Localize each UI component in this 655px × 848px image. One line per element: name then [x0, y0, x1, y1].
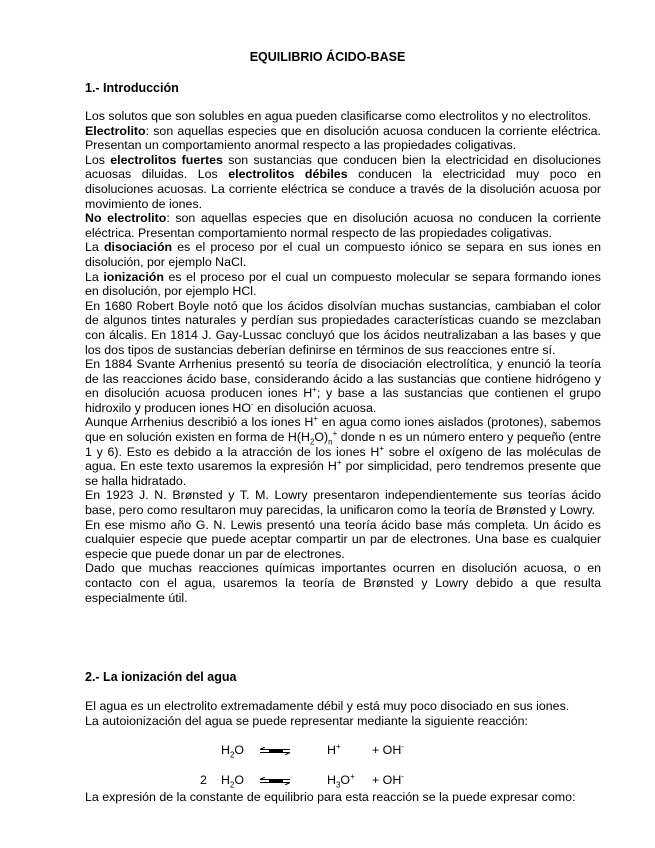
paragraph-constante-equilibrio: La expresión de la constante de equilibrio para esta reacción se la puede expresar como: [85, 790, 576, 804]
eq2-reactant: $H_2O$ [221, 773, 245, 790]
paragraph-agua-electrolito: El agua es un electrolito extremadamente débil y está muy poco disociado en sus iones. [85, 699, 570, 713]
paragraph-lewis: En ese mismo año G. N. Lewis presentó una teoría ácido base más completa. Un ácido es cualquier especie que puede aceptar compartir un par de electrones. Una base es cualquier especie que puede donar un par de electrones. [85, 517, 601, 561]
paragraph-dado: Dado que muchas reacciones químicas importantes ocurren en disolución acuosa, o en contacto con el agua, usaremos la teoría de Brønsted y Lowry debido a que resulta especialmente útil. [85, 561, 601, 605]
eq1-reactant: $H_2O$ [221, 743, 245, 760]
term-no-electrolito: No electrolito [85, 211, 167, 226]
paragraph-ionizacion: La ionización es el proceso por el cual un compuesto molecular se separa formando iones en disolución, por ejemplo HCl. [85, 269, 601, 299]
eq1-product-oh: + OH- [372, 741, 404, 757]
equilibrium-arrow-icon [259, 777, 291, 785]
paragraph-arrhenius-2: Aunque Arrhenius describió a los iones H+ en agua como iones aislados (protones), sabemos que en solución existen en forma de $H(H_2O)_n^+$ donde n es un número entero y pequeño (entre 1 y 6). Esto es debido a la atracción de los iones H+ sobre el oxígeno de las moléculas de agua. En este texto usaremos la expresión H+ por simplicidad, pero tendremos presente que se halla hidratado. [85, 414, 602, 488]
equilibrium-arrow-icon [259, 747, 291, 755]
paragraph-autoionizacion: La autoionización del agua se puede representar mediante la siguiente reacción: [85, 713, 528, 728]
term-electrolitos-debiles: electrolitos débiles [228, 167, 348, 182]
eq2-coefficient: 2 [200, 773, 207, 787]
term-ionizacion: ionización [103, 269, 164, 284]
paragraph-disociacion: La disociación es el proceso por el cual un compuesto iónico se separa en sus iones en disolución, por ejemplo NaCl. [85, 240, 601, 269]
paragraph-electrolitos-fuertes: Los electrolitos fuertes son sustancias que conducen bien la electricidad en disoluciones acuosas diluidas. Los electrolitos débiles conducen la electricidad muy poco en disoluciones acuosas. La corriente eléctrica se conduce a través de la disolución acuosa por movimiento de iones. [85, 152, 601, 211]
paragraph-bronsted: En 1923 J. N. Brønsted y T. M. Lowry presentaron independientemente sus teorías ácido base, pero como resultaron muy parecidas, la unificaron como la teoría de Brønsted y Lowry. [85, 488, 601, 518]
eq2-product-oh: + OH- [372, 771, 404, 787]
paragraph-electrolito: Electrolito: son aquellas especies que en disolución acuosa conducen la corriente eléctrica. Presentan un comportamiento anormal respecto a las propiedades coligativas. [85, 123, 601, 153]
section-2-intro [85, 699, 615, 728]
paragraph-arrhenius-1: En 1884 Svante Arrhenius presentó su teoría de disociación electrolítica, y enunció la teoría de las reacciones ácido base, considerando ácido a las sustancias que contiene hidrógeno y en disolución acuosa producen iones H+; y base a las sustancias que contienen el grupo hidroxilo y producen iones HO- en disolución acuosa. [85, 357, 601, 415]
section-2-heading: 2.- La ionización del agua [85, 670, 237, 684]
paragraph-no-electrolito: No electrolito: son aquellas especies que en disolución acuosa no conducen la corriente eléctrica. Presentan comportamiento normal respecto de las propiedades coligativas. [85, 211, 602, 240]
term-disociacion: disociación [103, 240, 173, 255]
term-electrolito: Electrolito [85, 123, 146, 138]
eq1-product-h: H+ [327, 741, 341, 757]
section-2-closing [85, 790, 615, 805]
section-1-body [85, 109, 601, 605]
eq2-product-h3o: $H_3O^+$ [327, 771, 355, 790]
paragraph-solutos: Los solutos que son solubles en agua pueden clasificarse como electrolitos y no electrolitos. [85, 109, 592, 123]
section-1-heading: 1.- Introducción [85, 81, 179, 95]
document-title: EQUILIBRIO ÁCIDO-BASE [249, 50, 406, 64]
paragraph-boyle: En 1680 Robert Boyle notó que los ácidos disolvían muchas sustancias, cambiaban el color de algunos tintes naturales y perdían sus propiedades características cuando se mezclaban con álcalis. En 1814 J. Gay-Lussac concluyó que los ácidos neutralizaban a las bases y que los dos tipos de sustancias deberían definirse en términos de sus reacciones entre sí. [85, 298, 601, 357]
term-electrolitos-fuertes: electrolitos fuertes [110, 152, 223, 167]
